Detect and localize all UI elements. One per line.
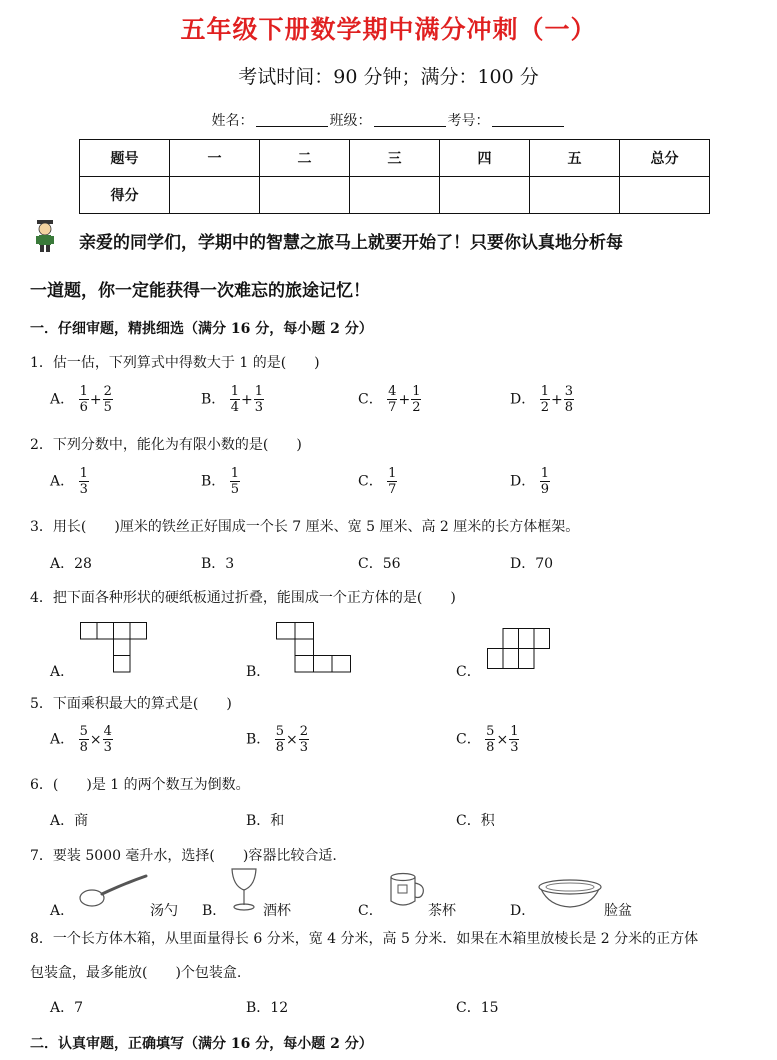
denominator: 7: [388, 400, 397, 415]
score-table: [79, 139, 710, 214]
option-label: C．: [456, 731, 481, 748]
question-6: 6．( )是 1 的两个数互为倒数。: [30, 777, 250, 793]
number-label: 考号：: [447, 113, 490, 129]
fraction: [79, 724, 89, 755]
numerator: 1: [230, 384, 240, 399]
tea-cup-icon: [387, 871, 427, 911]
table-cell: 五: [530, 140, 620, 177]
fraction: [79, 384, 89, 415]
q4-option-a[interactable]: A．: [50, 664, 75, 680]
q7-option-a[interactable]: A．: [50, 903, 75, 919]
question-1: 1．估一估，下列算式中得数大于 1 的是( ): [30, 355, 320, 371]
score-table-score-row: [80, 177, 710, 214]
q7-option-a-name: 汤勺: [150, 903, 178, 919]
number-blank[interactable]: [492, 112, 564, 127]
cube-net-c-icon: [487, 628, 551, 672]
numerator: 5: [79, 724, 88, 739]
numerator: 1: [230, 466, 240, 481]
fraction: [387, 466, 397, 497]
option-label: B．: [246, 731, 271, 748]
score-cell[interactable]: [260, 177, 350, 214]
option-label: C．: [358, 391, 383, 408]
denominator: 9: [540, 482, 549, 497]
fraction: [254, 384, 264, 415]
operator: +: [89, 391, 102, 408]
fraction: [299, 724, 309, 755]
question-5: 5．下面乘积最大的算式是( ): [30, 696, 232, 712]
numerator: 1: [540, 466, 549, 481]
question-4: 4．把下面各种形状的硬纸板通过折叠，能围成一个正方体的是( ): [30, 590, 456, 606]
q1-option-b[interactable]: [201, 384, 264, 415]
basin-icon: [537, 878, 603, 910]
numerator: 1: [79, 466, 88, 481]
q7-option-b-name: 酒杯: [263, 903, 291, 919]
question-2: 2．下列分数中，能化为有限小数的是( ): [30, 437, 302, 453]
numerator: 3: [564, 384, 573, 399]
question-7: 7．要装 5000 毫升水，选择( )容器比较合适.: [30, 848, 337, 864]
q7-option-c[interactable]: C．: [358, 903, 383, 919]
numerator: 1: [254, 384, 264, 399]
q5-option-b[interactable]: [246, 724, 309, 755]
student-mascot-icon: [33, 219, 57, 253]
denominator: 6: [79, 400, 88, 415]
operator: +: [550, 391, 563, 408]
table-cell: 二: [260, 140, 350, 177]
table-cell: 总分: [620, 140, 710, 177]
fraction: [103, 384, 113, 415]
q3-option-d[interactable]: D．70: [510, 556, 554, 572]
option-label: A．: [50, 391, 75, 408]
operator: +: [398, 391, 411, 408]
score-cell[interactable]: [530, 177, 620, 214]
q6-option-a[interactable]: A．商: [50, 813, 89, 829]
wine-glass-icon: [229, 866, 259, 912]
q5-option-a[interactable]: [50, 724, 113, 755]
q1-option-a[interactable]: [50, 384, 113, 415]
option-label: D．: [510, 391, 536, 408]
fraction: [79, 466, 89, 497]
option-label: A．: [50, 473, 75, 490]
question-3: 3．用长( )厘米的铁丝正好围成一个长 7 厘米、宽 5 厘米、高 2 厘米的长方体框架。: [30, 519, 580, 535]
q2-option-d[interactable]: [510, 466, 550, 497]
score-cell[interactable]: [620, 177, 710, 214]
numerator: 5: [275, 724, 285, 739]
fraction: [275, 724, 285, 755]
table-cell: 三: [350, 140, 440, 177]
denominator: 3: [254, 400, 264, 415]
table-cell: 题号: [80, 140, 170, 177]
denominator: 3: [299, 740, 309, 755]
q4-option-b[interactable]: B．: [246, 664, 271, 680]
class-blank[interactable]: [374, 112, 446, 127]
numerator: 1: [412, 384, 421, 399]
denominator: 7: [388, 482, 397, 497]
numerator: 1: [510, 724, 519, 739]
fraction: [485, 724, 495, 755]
numerator: 1: [79, 384, 88, 399]
q5-option-c[interactable]: [456, 724, 519, 755]
table-cell: 一: [170, 140, 260, 177]
q7-option-d[interactable]: D．: [510, 903, 536, 919]
denominator: 8: [486, 740, 495, 755]
denominator: 3: [79, 482, 88, 497]
q1-option-d[interactable]: [510, 384, 574, 415]
denominator: 5: [103, 400, 112, 415]
table-cell: 得分: [80, 177, 170, 214]
option-label: C．: [358, 473, 383, 490]
q2-option-c[interactable]: [358, 466, 397, 497]
operator: ×: [89, 731, 102, 748]
spoon-icon: [78, 870, 150, 910]
numerator: 1: [540, 384, 549, 399]
q8-option-b[interactable]: B．12: [246, 1000, 289, 1016]
numerator: 5: [486, 724, 495, 739]
q3-option-b[interactable]: B．3: [201, 556, 235, 572]
numerator: 4: [388, 384, 397, 399]
q7-option-c-name: 茶杯: [428, 903, 456, 919]
numerator: 2: [103, 384, 112, 399]
q8-option-c[interactable]: C．15: [456, 1000, 499, 1016]
option-label: B．: [201, 473, 226, 490]
section-2-heading: 二．认真审题，正确填写（满分 16 分，每小题 2 分）: [30, 1036, 373, 1052]
q2-option-b[interactable]: [201, 466, 240, 497]
name-label: 姓名：: [211, 113, 254, 129]
q4-option-c[interactable]: C．: [456, 664, 481, 680]
fraction: [564, 384, 574, 415]
q1-option-c[interactable]: [358, 384, 421, 415]
question-8-line-2: 包装盒，最多能放( )个包装盒.: [30, 965, 242, 981]
exam-info: 考试时间：90 分钟；满分：100 分: [238, 66, 539, 88]
q7-option-d-name: 脸盆: [604, 903, 632, 919]
q7-option-b[interactable]: B．: [202, 903, 227, 919]
denominator: 8: [275, 740, 285, 755]
denominator: 2: [412, 400, 421, 415]
fraction: [411, 384, 421, 415]
fraction: [509, 724, 519, 755]
score-table-header-row: [80, 140, 710, 177]
fraction: [103, 724, 113, 755]
operator: ×: [286, 731, 298, 748]
section-1-heading: 一．仔细审题，精挑细选（满分 16 分，每小题 2 分）: [30, 321, 373, 337]
numerator: 4: [103, 724, 112, 739]
question-8-line-1: 8．一个长方体木箱，从里面量得长 6 分米，宽 4 分米，高 5 分米．如果在木箱里放棱长是 2 分米的正方体: [30, 931, 699, 947]
name-blank[interactable]: [256, 112, 328, 127]
option-label: D．: [510, 473, 536, 490]
fraction: [230, 384, 240, 415]
numerator: 2: [299, 724, 309, 739]
page-title: 五年级下册数学期中满分冲刺（一）: [180, 15, 597, 44]
denominator: 3: [103, 740, 112, 755]
denominator: 5: [230, 482, 240, 497]
q3-option-a[interactable]: A．28: [50, 556, 92, 572]
class-label: 班级：: [329, 113, 372, 129]
denominator: 2: [540, 400, 549, 415]
fraction: [540, 466, 550, 497]
operator: +: [241, 391, 253, 408]
q6-option-b[interactable]: B．和: [246, 813, 285, 829]
table-cell: 四: [440, 140, 530, 177]
denominator: 4: [230, 400, 240, 415]
denominator: 8: [564, 400, 573, 415]
cube-net-a-icon: [80, 622, 148, 674]
numerator: 1: [388, 466, 397, 481]
student-info-line: [0, 110, 777, 130]
option-label: B．: [201, 391, 226, 408]
option-label: A．: [50, 731, 75, 748]
fraction: [230, 466, 240, 497]
operator: ×: [496, 731, 509, 748]
q3-option-c[interactable]: C．56: [358, 556, 401, 572]
fraction: [387, 384, 397, 415]
denominator: 8: [79, 740, 88, 755]
score-cell[interactable]: [440, 177, 530, 214]
cube-net-b-icon: [276, 622, 354, 674]
q2-option-a[interactable]: [50, 466, 89, 497]
intro-line-2: 一道题，你一定能获得一次难忘的旅途记忆！: [30, 281, 370, 301]
denominator: 3: [510, 740, 519, 755]
intro-line-1: 亲爱的同学们，学期中的智慧之旅马上就要开始了！只要你认真地分析每: [79, 233, 623, 253]
q8-option-a[interactable]: A．7: [50, 1000, 84, 1016]
score-cell[interactable]: [350, 177, 440, 214]
fraction: [540, 384, 550, 415]
q6-option-c[interactable]: C．积: [456, 813, 495, 829]
score-cell[interactable]: [170, 177, 260, 214]
